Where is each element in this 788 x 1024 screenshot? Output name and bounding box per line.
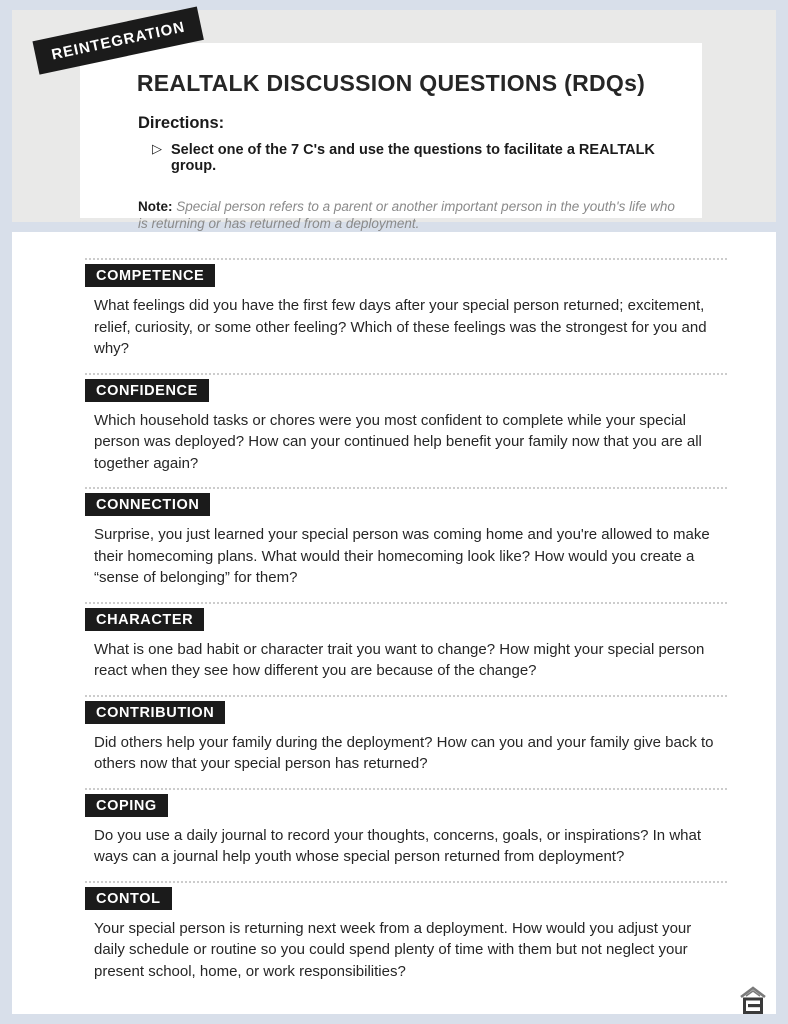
section-question: What feelings did you have the first few days after your special person returned; excitement, relief, curiosity, or some other feeling? Which of these feelings was the strongest for you and why? (94, 297, 707, 357)
directions-heading: Directions: (138, 114, 225, 132)
section-confidence (85, 373, 727, 488)
section-label: CONFIDENCE (85, 379, 209, 402)
sections-list (85, 232, 727, 995)
section-character (85, 602, 727, 695)
section-label: CHARACTER (85, 608, 204, 631)
section-label: COPING (85, 794, 168, 817)
section-contribution (85, 695, 727, 788)
section-question: Which household tasks or chores were you most confident to complete while your special person was deployed? How can your continued help benefit your family now that you are all together again? (94, 411, 702, 472)
section-question: Did others help your family during the deployment? How can you and your family give back to others now that your special person has returned? (94, 733, 714, 772)
section-connection (85, 487, 727, 602)
section-competence (85, 258, 727, 373)
section-contol (85, 881, 727, 996)
section-label: COMPETENCE (85, 264, 215, 287)
house-icon (738, 985, 768, 1015)
reintegration-ribbon: REINTEGRATION (32, 6, 203, 74)
section-question: What is one bad habit or character trait you want to change? How might your special person react when they see how different you are because of the change? (94, 640, 705, 679)
directions-item-text: Select one of the 7 C's and use the questions to facilitate a REALTALK group. (171, 142, 655, 174)
page-title: REALTALK DISCUSSION QUESTIONS (RDQs) (136, 70, 646, 96)
section-question: Your special person is returning next week from a deployment. How would you adjust your daily schedule or routine so you could spend plenty of time with them but not neglect your present school, home, or work responsibilities? (94, 919, 692, 980)
title-box (80, 43, 702, 231)
note (138, 198, 683, 232)
section-label: CONNECTION (85, 493, 210, 516)
section-question: Surprise, you just learned your special person was coming home and you're allowed to make their homecoming plans. What would their homecoming look like? How would you create a “sense of belonging” for them? (94, 526, 710, 586)
section-label: CONTOL (85, 887, 172, 910)
questions-sheet (12, 232, 776, 1014)
arrow-bullet-icon: ▷ (152, 142, 162, 157)
section-question: Do you use a daily journal to record your thoughts, concerns, goals, or inspirations? In what ways can a journal help youth whose special person returned from deployment? (94, 826, 702, 865)
note-text: Special person refers to a parent or another important person in the youth's life who is returning or has returned from a deployment. (138, 199, 675, 231)
section-label: CONTRIBUTION (85, 701, 225, 724)
section-coping (85, 788, 727, 881)
directions-item (152, 142, 702, 174)
note-label: Note: (138, 199, 173, 214)
